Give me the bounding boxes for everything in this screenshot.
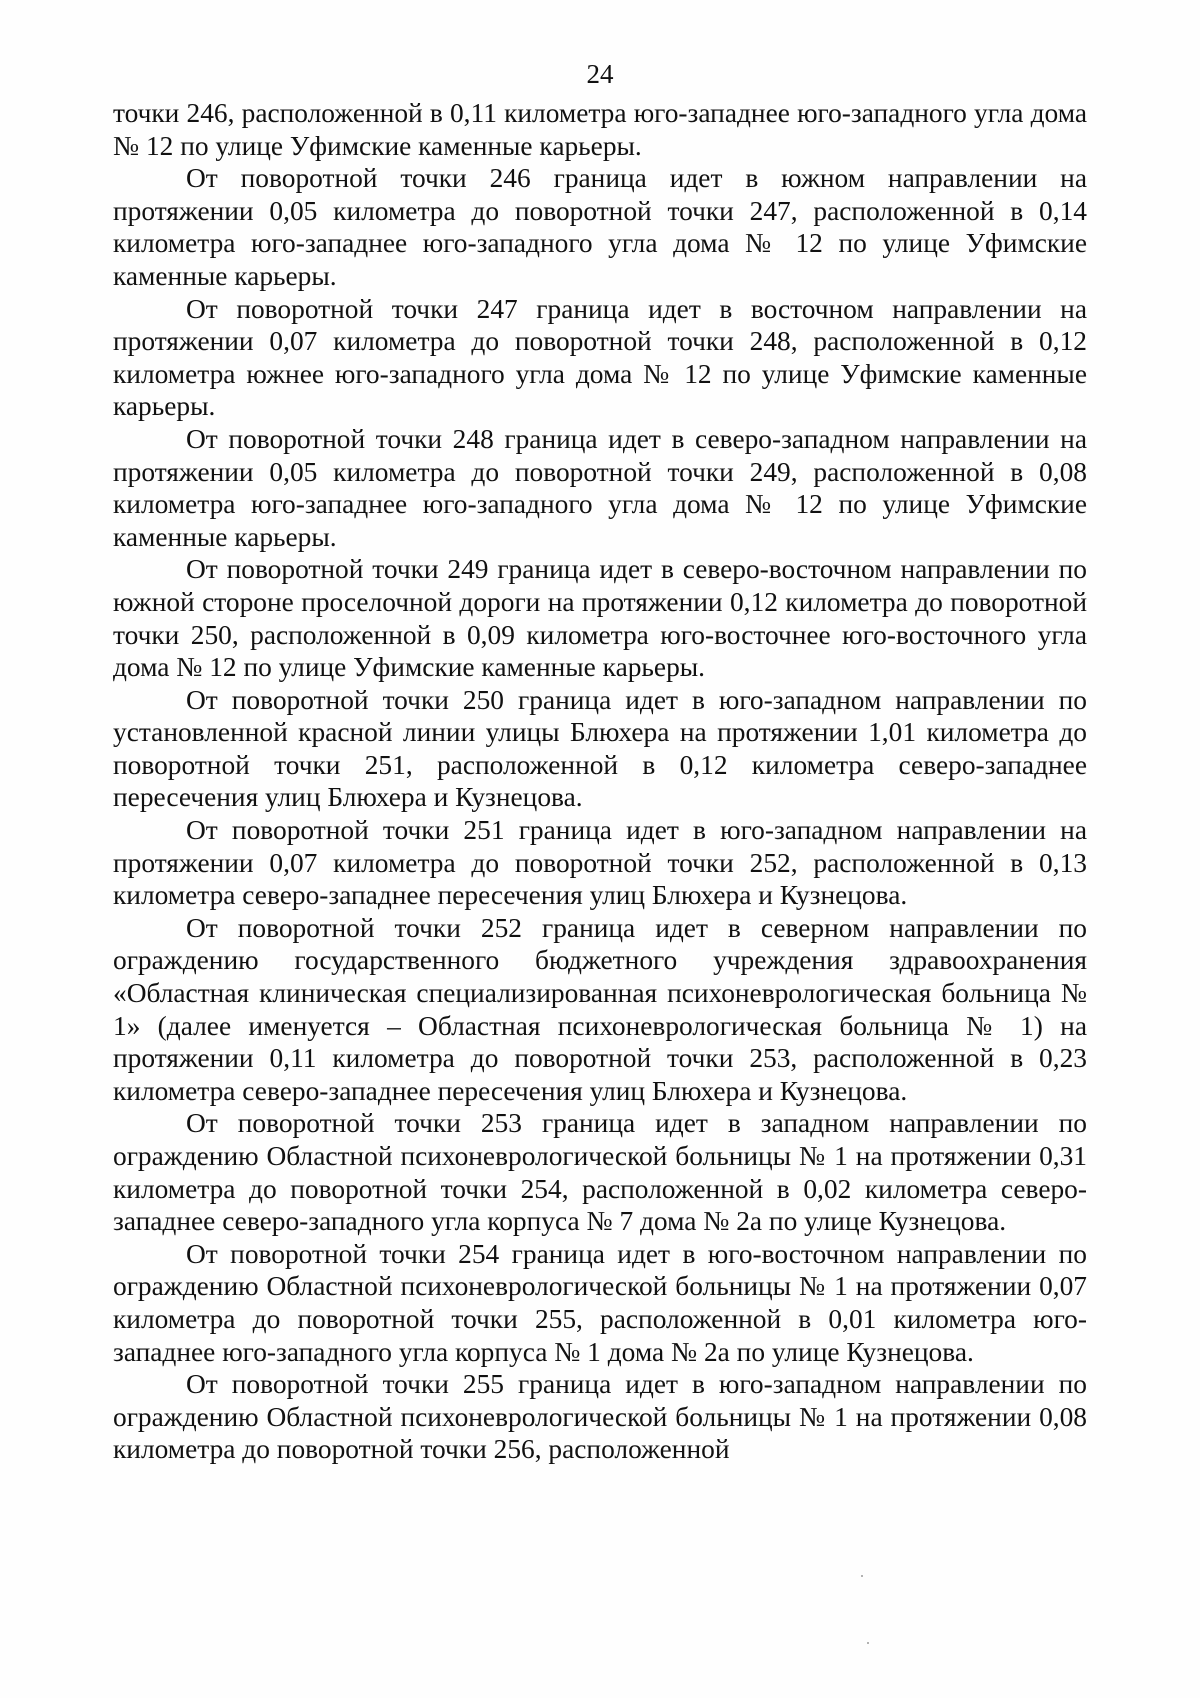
scan-speck bbox=[861, 1575, 863, 1577]
paragraph-point-250: От поворотной точки 250 граница идет в юго-западном направлении по установленной красной линии улицы Блюхера на протяжении 1,01 километра до поворотной точки 251, расположенной в 0,12 километра северо-западнее пересечения улиц Блюхера и Кузнецова. bbox=[113, 684, 1087, 813]
paragraph-continuation: точки 246, расположенной в 0,11 километра юго-западнее юго-западного угла дома № 12 по улице Уфимские каменные карьеры. bbox=[113, 98, 1087, 161]
paragraph-point-246: От поворотной точки 246 граница идет в южном направлении на протяжении 0,05 километра до поворотной точки 247, расположенной в 0,14 километра юго-западнее юго-западного угла дома № 12 по улице Уфимские каменные карьеры. bbox=[113, 163, 1087, 291]
paragraph-point-252: От поворотной точки 252 граница идет в северном направлении по ограждению государственного бюджетного учреждения здравоохранения «Областная клиническая специализированная психоневрологическая больница № 1» (далее именуется – Областная психоневрологическая больница № 1) на протяжении 0,11 километра до поворотной точки 253, расположенной в 0,23 километра северо-западнее пересечения улиц Блюхера и Кузнецова. bbox=[113, 912, 1087, 1106]
paragraph-point-254: От поворотной точки 254 граница идет в юго-восточном направлении по ограждению Областной психоневрологической больницы № 1 на протяжении 0,07 километра до поворотной точки 255, расположенной в 0,01 километра юго-западнее юго-западного угла корпуса № 1 дома № 2а по улице Кузнецова. bbox=[113, 1238, 1087, 1367]
paragraph-point-248: От поворотной точки 248 граница идет в северо-западном направлении на протяжении 0,05 километра до поворотной точки 249, расположенной в 0,08 километра юго-западнее юго-западного угла дома № 12 по улице Уфимские каменные карьеры. bbox=[113, 423, 1087, 552]
page-number: 24 bbox=[586, 59, 614, 89]
paragraph-point-249: От поворотной точки 249 граница идет в северо-восточном направлении по южной стороне проселочной дороги на протяжении 0,12 километра до поворотной точки 250, расположенной в 0,09 километра юго-восточнее юго-восточного угла дома № 12 по улице Уфимские каменные карьеры. bbox=[113, 554, 1087, 683]
paragraph-point-255: От поворотной точки 255 граница идет в юго-западном направлении по ограждению Областной психоневрологической больницы № 1 на протяжении 0,08 километра до поворотной точки 256, расположенной bbox=[113, 1369, 1087, 1465]
paragraph-point-247: От поворотной точки 247 граница идет в восточном направлении на протяжении 0,07 километра до поворотной точки 248, расположенной в 0,12 километра южнее юго-западного угла дома № 12 по улице Уфимские каменные карьеры. bbox=[113, 293, 1087, 422]
paragraph-point-251: От поворотной точки 251 граница идет в юго-западном направлении на протяжении 0,07 километра до поворотной точки 252, расположенной в 0,13 километра северо-западнее пересечения улиц Блюхера и Кузнецова. bbox=[113, 815, 1087, 911]
document-body bbox=[113, 97, 1087, 1466]
paragraph-point-253: От поворотной точки 253 граница идет в западном направлении по ограждению Областной психоневрологической больницы № 1 на протяжении 0,31 километра до поворотной точки 254, расположенной в 0,02 километра северо-западнее северо-западного угла корпуса № 7 дома № 2а по улице Кузнецова. bbox=[113, 1108, 1087, 1237]
scan-speck bbox=[867, 1642, 869, 1644]
